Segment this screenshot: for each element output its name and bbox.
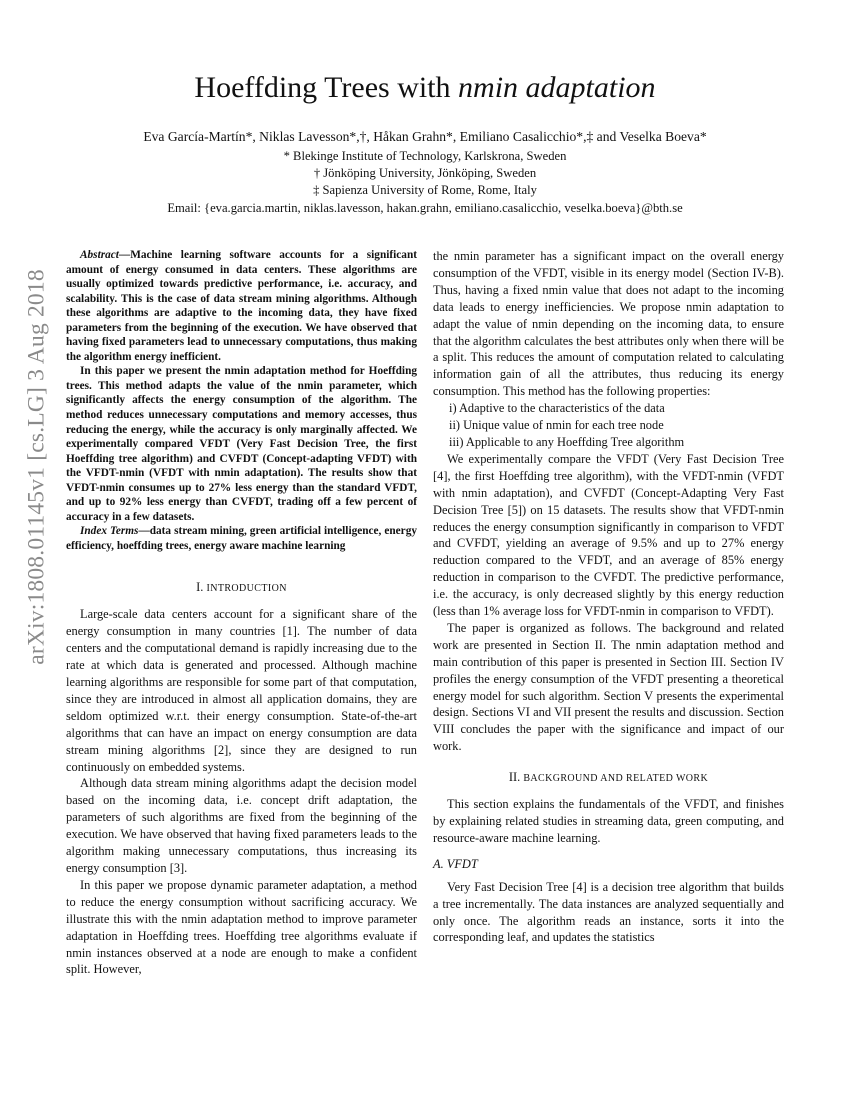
property-item: iii) Applicable to any Hoeffding Tree algorithm [449,434,685,449]
intro-paragraph-2: Although data stream mining algorithms adapt the decision model based on the incoming data, i.e. concept drift adaptation, the parameters of such algorithms are fixed from the beginning of the execution. We have observed that having fixed parameters leads to the algorithm making unnecessary computations, thus increasing its energy consumption [3]. [66,776,417,875]
abstract-paragraph-1: Abstract—Machine learning software accounts for a significant amount of energy consumed in data centers. These algorithms are usually optimized towards predictive performance, i.e. accuracy, and scalability. This is the case of data stream mining algorithms. Although these algorithms are adaptive to the incoming data, they have fixed parameters from the beginning of the execution. We have observed that having fixed parameters lead to unnecessary computations, thus making the algorithm energy inefficient. [66,249,417,363]
right-column [433,248,784,946]
property-item: ii) Unique value of nmin for each tree node [449,418,664,433]
index-terms: Index Terms—data stream mining, green artificial intelligence, energy efficiency, hoeffding trees, energy aware machine learning [66,525,417,552]
right-paragraph-2: We experimentally compare the VFDT (Very Fast Decision Tree [4], the first Hoeffding tree algorithm), with the VFDT-nmin (VFDT with nmin adaptation), and CVFDT (Concept-Adapting Very Fast Decision Tree [5]) on 15 datasets. The results show that VFDT-nmin reduces the energy consumption significantly in comparison to VFDT and CVFDT, yielding an average of 9.5% and up to 27% energy reduction compared to the VFDT, and an average of 85% energy reduction in comparison to the CVFDT. The predictive performance, i.e. the accuracy, is only decreased slightly by this energy reduction (less than 1% average loss for VFDT-nmin in comparison to VFDT). [433,451,784,619]
affiliation-2: † Jönköping University, Jönköping, Sweden [313,166,537,180]
arxiv-identifier: arXiv:1808.01145v1 [cs.LG] 3 Aug 2018 [23,269,50,665]
index-terms-label: Index Terms [80,525,139,538]
subsection-heading-vfdt: A. VFDT [433,856,478,871]
right-paragraph-3: The paper is organized as follows. The background and related work are presented in Section II. The nmin adaptation method and main contribution of this paper is presented in Section III. Section IV profiles the energy consumption of the VFDT presenting a theoretical energy model for such algorithm. Section V presents the experimental design. Sections VI and VII present the results and discussion. Section VIII concludes the paper with the significance and impact of our work. [433,620,784,754]
intro-paragraph-1: Large-scale data centers account for a significant share of the energy consumption in many countries [1]. The number of data centers and the computational demand is rapidly increasing due to the rate at which data is generated and processed. Although machine learning algorithms are responsible for some part of that computation, since they are introduced in almost all application domains, they are seldom optimized w.r.t. their energy consumption. State-of-the-art algorithms that can have an impact on energy consumption are data stream mining algorithms [2], since they are designed to run continuously on embedded systems. [66,607,417,774]
intro-paragraph-3: In this paper we propose dynamic parameter adaptation, a method to reduce the energy consumption without sacrificing accuracy. We illustrate this with the nmin adaptation method to improve parameter adaptation in Hoeffding trees. Hoeffding tree algorithms evaluate if nmin instances observed at a node are enough to make a confident split. However, [66,877,417,977]
right-paragraph-1: the nmin parameter has a significant impact on the overall energy consumption of the VFDT, visible in its energy model (Section IV-B). Thus, having a fixed nmin value that does not adapt to the incoming data leads to energy inefficiencies. We propose nmin adaptation to adapt the value of nmin depending on the incoming data, to ensure that the algorithm calculates the best attributes only when there will be a split. This reduces the amount of computation related to calculating information gain of all the attributes, thus reducing its energy consumption. This method has the following properties: [433,249,784,399]
paper-title: Hoeffding Trees with nmin adaptation [194,71,656,104]
left-column [66,248,417,978]
affiliation-3: ‡ Sapienza University of Rome, Rome, Italy [313,183,537,197]
author-list: Eva García-Martín*, Niklas Lavesson*,†, Håkan Grahn*, Emiliano Casalicchio*,‡ and Veselka Boeva* [143,129,707,144]
property-item: i) Adaptive to the characteristics of the data [449,401,665,416]
abstract-paragraph-2: In this paper we present the nmin adaptation method for Hoeffding trees. This method adapts the value of the nmin parameter, which significantly affects the energy consumption of the algorithm. The method reduces unnecessary computations and memory accesses, thus reducing the energy, while the accuracy is only marginally affected. We experimentally compared VFDT (Very Fast Decision Tree, the first Hoeffding tree algorithm) and CVFDT (Concept-adapting VFDT) with the VFDT-nmin (VFDT with nmin adaptation). The results show that VFDT-nmin consumes up to 27% less energy than the standard VFDT, and up to 92% less energy than CVFDT, trading off a few percent of accuracy in a few datasets. [66,365,417,523]
author-emails: Email: {eva.garcia.martin, niklas.lavesson, hakan.grahn, emiliano.casalicchio, veselka.boeva}@bth.se [167,201,683,215]
abstract-label: Abstract [80,249,119,261]
section-heading-background: II. BACKGROUND AND RELATED WORK [508,770,709,785]
affiliation-1: * Blekinge Institute of Technology, Karlskrona, Sweden [283,149,567,163]
section-heading-introduction: I. INTRODUCTION [196,580,287,595]
property-list [433,400,784,451]
vfdt-paragraph: Very Fast Decision Tree [4] is a decision tree algorithm that builds a tree incrementally. The data instances are analyzed sequentially and only once. The algorithm reads an instance, sorts it into the corresponding leaf, and updates the statistics [433,879,784,945]
background-paragraph: This section explains the fundamentals of the VFDT, and finishes by explaining related studies in streaming data, green computing, and resource-aware machine learning. [433,797,784,845]
